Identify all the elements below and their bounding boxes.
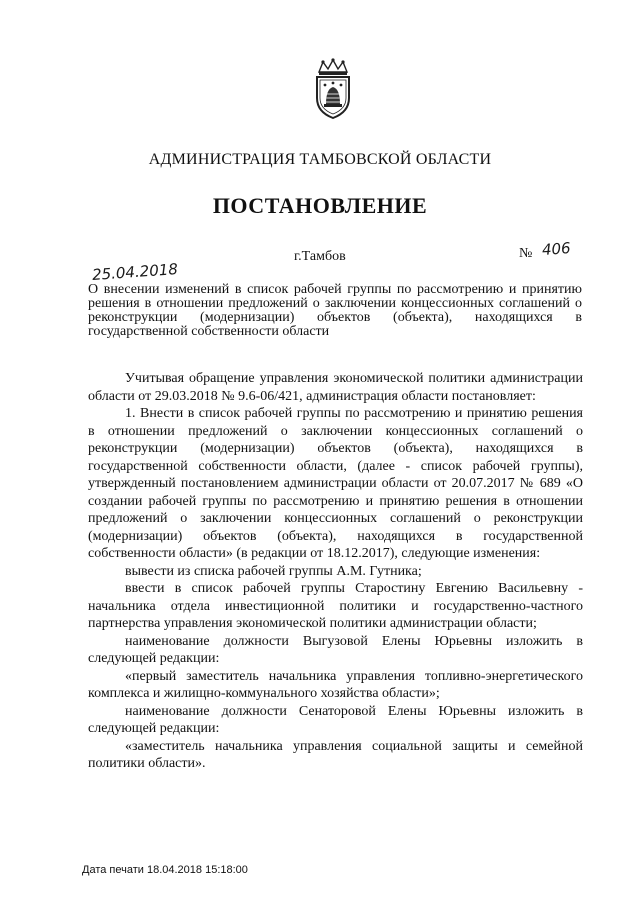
agency-name: АДМИНИСТРАЦИЯ ТАМБОВСКОЙ ОБЛАСТИ: [148, 151, 492, 168]
number-label: №: [519, 246, 533, 261]
city-name: г.Тамбов: [294, 249, 346, 264]
body-paragraph: «заместитель начальника управления социальной защиты и семейной политики области».: [88, 738, 583, 771]
body-paragraph: Учитывая обращение управления экономической политики администрации области от 29.03.2018 № 9.6-06/421, администрация области постановляет:: [88, 371, 583, 404]
print-date-footer: Дата печати 18.04.2018 15:18:00: [82, 864, 248, 876]
body-paragraph: наименование должности Выгузовой Елены Юрьевны изложить в следующей редакции:: [88, 633, 583, 666]
document-type-title: ПОСТАНОВЛЕНИЕ: [212, 193, 428, 218]
coat-of-arms-icon: [311, 58, 355, 120]
document-subject: О внесении изменений в список рабочей группы по рассмотрению и принятию решения в отношении предложений о заключении концессионных соглашений о реконструкции (модернизации) объектов (объекта), находящихся в государственной собственности области: [88, 282, 582, 339]
body-paragraph: ввести в список рабочей группы Старостину Евгению Васильевну - начальника отдела инвестиционной политики и государственно-частного партнерства управления экономической политики администрации области;: [88, 581, 583, 631]
document-body: [88, 370, 583, 773]
body-paragraph: 1. Внести в список рабочей группы по рассмотрению и принятию решения в отношении предложений о заключении концессионных соглашений о реконструкции (модернизации) объектов (объекта), находящихся в государственной собственности области, (далее - список рабочей группы), утвержденный постановлением администрации области от 20.07.2017 № 689 «О создании рабочей группы по рассмотрению и принятию решения в отношении предложений о заключении концессионных соглашений о реконструкции (модернизации) объектов (объекта), находящихся в государственной собственности области» (в редакции от 18.12.2017), следующие изменения:: [88, 406, 583, 561]
handwritten-date: 25.04.2018: [91, 260, 179, 284]
handwritten-document-number: 406: [541, 239, 572, 259]
body-paragraph: наименование должности Сенаторовой Елены Юрьевны изложить в следующей редакции:: [88, 703, 583, 736]
body-paragraph: «первый заместитель начальника управления топливно-энергетического комплекса и жилищно-коммунального хозяйства области»;: [88, 668, 583, 701]
body-paragraph: вывести из списка рабочей группы А.М. Гутника;: [125, 563, 422, 579]
